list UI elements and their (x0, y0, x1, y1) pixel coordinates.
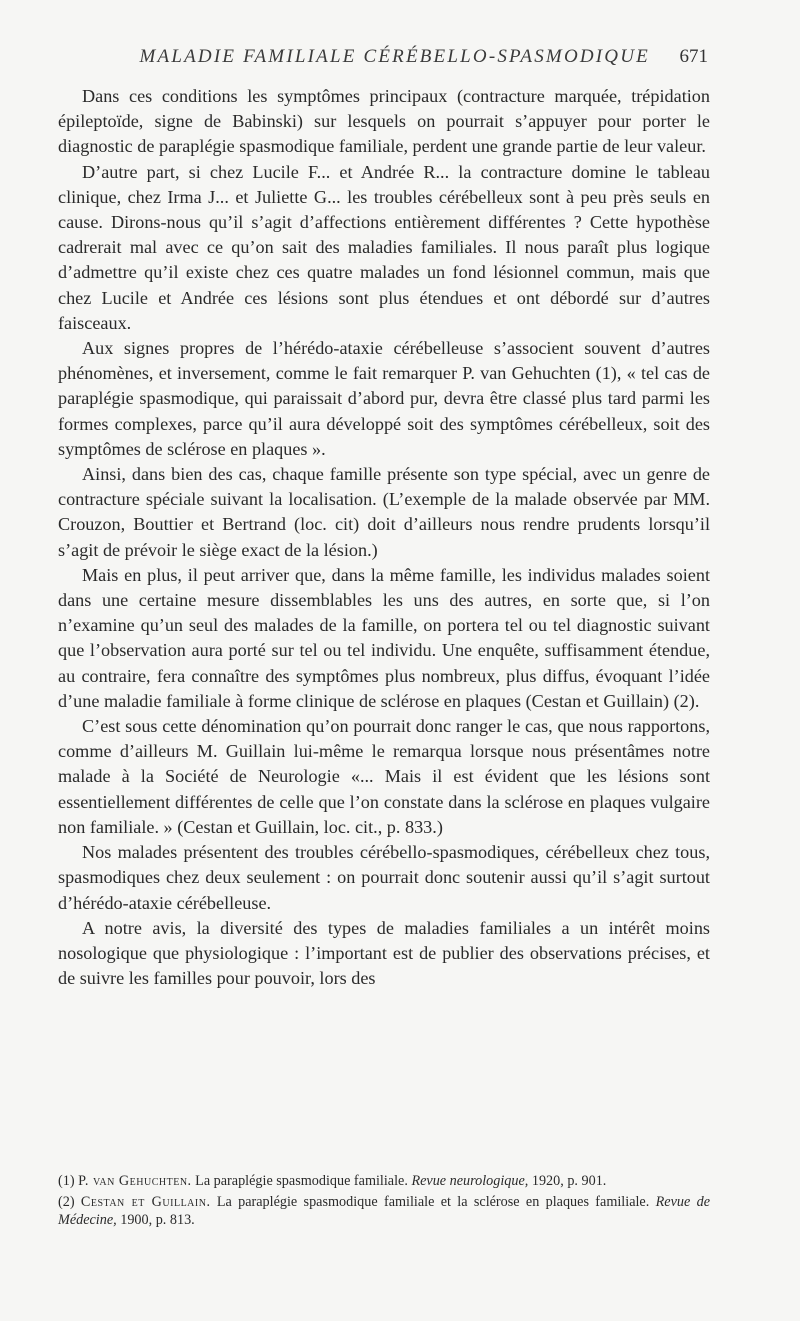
paragraph: A notre avis, la diversité des types de maladies familiales a un intérêt moins nosologique que physiologique : l’important est de publier des observations précises, et de suivre les familles pour pouvoir, lors des (58, 917, 710, 989)
page-number: 671 (679, 46, 708, 67)
footnote-author: Cestan et Guillain. (80, 1194, 211, 1210)
footnote-author: P. van Gehuchten. (78, 1173, 192, 1189)
paragraph: C’est sous cette dénomination qu’on pourrait donc ranger le cas, que nous rapportons, comme d’ailleurs M. Guillain lui-même le remarqua lorsque nous présentâmes notre malade à la Société de Neurologie «... Mais il est évident que les lésions sont essentiellement différentes de celle que l’on constate dans la sclérose en plaques vulgaire non familiale. » (Cestan et Guillain, loc. cit., p. 833.) (58, 716, 710, 837)
paragraph: D’autre part, si chez Lucile F... et Andrée R... la contracture domine le tableau clinique, chez Irma J... et Juliette G... les troubles cérébelleux sont à peu près seuls en cause. Dirons-nous qu’il s’agit d’affections entièrement différentes ? Cette hypothèse cadrerait mal avec ce qu’on sait des maladies familiales. Il nous paraît plus logique d’admettre qu’il existe chez ces quatre malades un fond lésionnel commun, mais que chez Lucile et Andrée ces lésions sont plus étendues et ont débordé sur d’autres faisceaux. (58, 161, 710, 333)
paragraph: Mais en plus, il peut arriver que, dans la même famille, les individus malades soient dans une certaine mesure dissemblables les uns des autres, en sorte que, si l’on n’examine qu’un seul des malades de la famille, on portera tel ou tel diagnostic suivant que l’observation aura porté sur tel ou tel individu. Une enquête, suffisamment étendue, au contraire, fera connaître des symptômes plus nombreux, plus diffus, évoquant l’idée d’une maladie familiale à forme clinique de sclérose en plaques (Cestan et Guillain) (2). (58, 564, 710, 711)
running-head (60, 46, 708, 76)
footnote-marker: (1) (58, 1173, 75, 1189)
paragraph: Dans ces conditions les symptômes principaux (contracture marquée, trépidation épileptoïde, signe de Babinski) sur lesquels on pourrait s’appuyer pour porter le diagnostic de paraplégie spasmodique familiale, perdent une grande partie de leur valeur. (58, 86, 710, 157)
footnote-text: La paraplégie spasmodique familiale. (191, 1173, 412, 1189)
footnote-rest: 1900, p. 813. (116, 1212, 195, 1228)
body-text (58, 84, 710, 991)
footnote-journal: Revue neurologique, (411, 1173, 529, 1189)
running-head-title: MALADIE FAMILIALE CÉRÉBELLO-SPASMODIQUE (139, 46, 650, 67)
footnote (58, 1193, 710, 1229)
paragraph: Nos malades présentent des troubles cérébello-spasmodiques, cérébelleux chez tous, spasmodiques chez deux seulement : on pourrait donc soutenir aussi qu’il s’agit surtout d’hérédo-ataxie cérébelleuse. (58, 842, 710, 913)
footnote-marker: (2) (58, 1194, 75, 1210)
footnote-rest: 1920, p. 901. (528, 1173, 607, 1189)
footnote-text: La paraplégie spasmodique familiale et la sclérose en plaques familiale. (210, 1194, 656, 1210)
paragraph: Ainsi, dans bien des cas, chaque famille présente son type spécial, avec un genre de contracture spéciale suivant la localisation. (L’exemple de la malade observée par MM. Crouzon, Bouttier et Bertrand (loc. cit) doit d’ailleurs nous rendre prudents lorsqu’il s’agit de prévoir le siège exact de la lésion.) (58, 464, 710, 560)
footnotes (58, 1172, 710, 1232)
footnote-journal: Revue de Médecine, (58, 1194, 710, 1228)
footnote (58, 1172, 710, 1190)
paragraph: Aux signes propres de l’hérédo-ataxie cérébelleuse s’associent souvent d’autres phénomènes, et inversement, comme le fait remarquer P. van Gehuchten (1), « tel cas de paraplégie spasmodique, qui paraissait d’abord pur, devra être classé plus tard parmi les formes complexes, parce qu’il aura développé soit des symptômes cérébelleux, soit des symptômes de sclérose en plaques ». (58, 338, 710, 459)
